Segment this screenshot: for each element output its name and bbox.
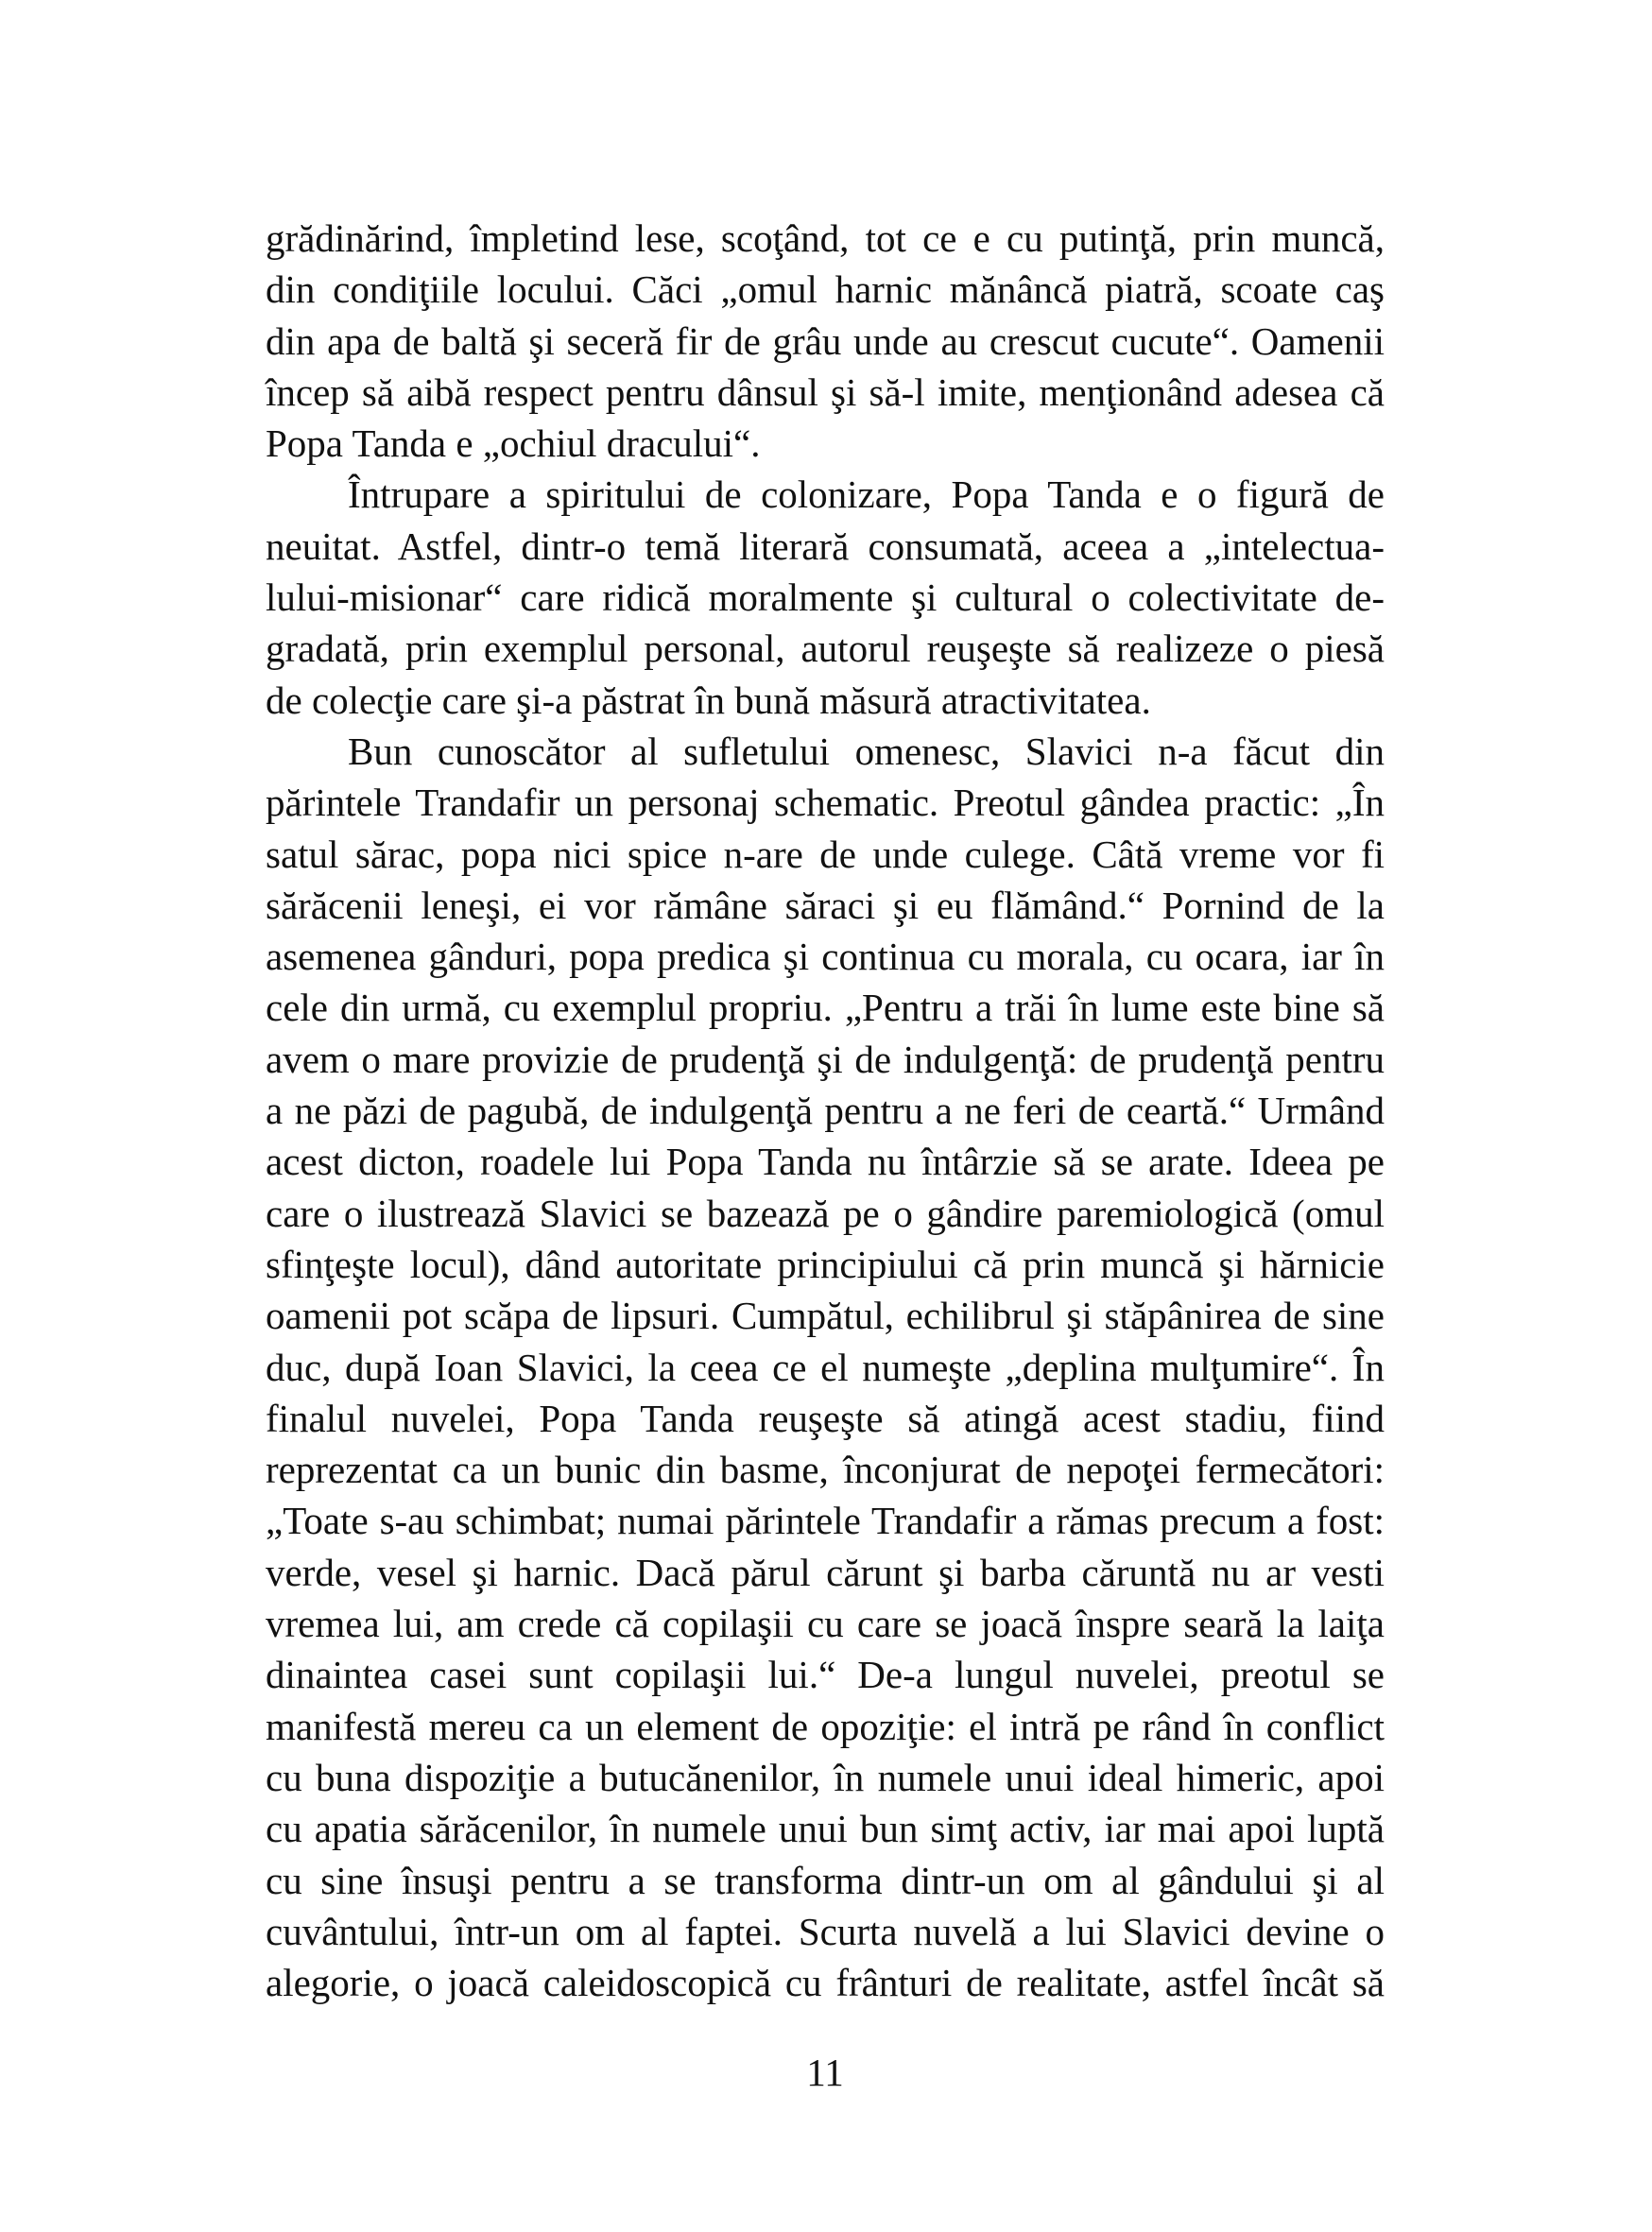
text-line [266,1136,1385,1187]
text-line-content: vremea lui, am crede că copilaşii cu care se joacă înspre seară la laiţa [266,1602,1385,1646]
text-line-content: cu apatia sărăcenilor, în numele unui bun simţ activ, iar mai apoi luptă [266,1807,1385,1851]
text-line [266,880,1385,931]
text-line [266,1342,1385,1393]
text-line [266,1239,1385,1290]
text-line-content: Întrupare a spiritului de colonizare, Popa Tanda e o figură de [348,472,1385,517]
text-line-content: neuitat. Astfel, dintr-o temă literară consumată, aceea a „intelectua- [266,524,1385,568]
text-line-content: sfinţeşte locul), dând autoritate principiului că prin muncă şi hărnicie [266,1242,1385,1286]
text-line-content: cuvântului, într-un om al faptei. Scurta nuvelă a lui Slavici devine o [266,1909,1385,1953]
text-line [266,1034,1385,1085]
text-line-content: din condiţiile locului. Căci „omul harnic mănâncă piatră, scoate caş [266,267,1385,312]
text-line-content: asemenea gânduri, popa predica şi continua cu morala, cu ocara, iar în [266,935,1385,979]
text-line-content: avem o mare provizie de prudenţă şi de indulgenţă: de prudenţă pentru [266,1037,1385,1081]
text-line [266,572,1385,623]
text-line-content: „Toate s-au schimbat; numai părintele Trandafir a rămas precum a fost: [266,1499,1385,1543]
text-line [266,367,1385,418]
text-line-content: finalul nuvelei, Popa Tanda reuşeşte să atingă acest stadiu, fiind [266,1396,1385,1440]
text-line [266,316,1385,367]
text-line [266,1393,1385,1444]
text-line [266,1598,1385,1649]
text-line-content: încep să aibă respect pentru dânsul şi să-l imite, menţionând adesea că [266,369,1385,414]
text-line [266,1752,1385,1803]
text-line-content: din apa de baltă şi seceră fir de grâu unde au crescut cucute“. Oamenii [266,318,1385,363]
text-line [266,1444,1385,1495]
text-line [266,1803,1385,1854]
text-line-content: cu buna dispoziţie a butucănenilor, în numele unui ideal himeric, apoi [266,1755,1385,1799]
text-line-content: acest dicton, roadele lui Popa Tanda nu întârzie să se arate. Ideea pe [266,1140,1385,1184]
text-line [266,982,1385,1033]
text-line [266,213,1385,264]
text-line [266,1701,1385,1752]
text-line [266,418,1385,469]
text-line-content: cu sine însuşi pentru a se transforma dintr-un om al gândului şi al [266,1858,1385,1902]
text-line-content: care o ilustrează Slavici se bazează pe o gândire paremiologică (omul [266,1191,1385,1235]
text-line [266,1495,1385,1546]
text-line-content: cele din urmă, cu exemplul propriu. „Pentru a trăi în lume este bine să [266,986,1385,1030]
text-line [266,623,1385,674]
text-line [266,521,1385,572]
text-line [266,675,1385,726]
text-line [266,1188,1385,1239]
text-line-content: dinaintea casei sunt copilaşii lui.“ De-a lungul nuvelei, preotul se [266,1653,1385,1697]
text-line-content: gradată, prin exemplul personal, autorul reuşeşte să realizeze o piesă [266,627,1385,671]
page-number: 11 [806,2051,844,2094]
text-line [266,1290,1385,1341]
text-line-content: Bun cunoscător al sufletului omenesc, Slavici n-a făcut din [348,729,1385,773]
text-line [266,1649,1385,1700]
body-text [266,213,1385,2008]
text-line [266,829,1385,880]
text-line [266,1855,1385,1906]
text-line-content: alegorie, o joacă caleidoscopică cu frânturi de realitate, astfel încât să [266,1961,1385,2005]
text-line-content: de colecţie care şi-a păstrat în bună măsură atractivitatea. [266,678,1151,722]
text-line [266,931,1385,982]
text-line-content: părintele Trandafir un personaj schematic. Preotul gândea practic: „În [266,781,1385,825]
text-line-content: manifestă mereu ca un element de opoziţie: el intră pe rând în conflict [266,1704,1385,1748]
text-line-content: satul sărac, popa nici spice n-are de unde culege. Câtă vreme vor fi [266,832,1385,876]
text-line [266,1906,1385,1957]
text-line-content: oamenii pot scăpa de lipsuri. Cumpătul, echilibrul şi stăpânirea de sine [266,1294,1385,1338]
text-line-content: sărăcenii leneşi, ei vor rămâne săraci şi eu flămând.“ Pornind de la [266,883,1385,927]
text-line-content: a ne păzi de pagubă, de indulgenţă pentru a ne feri de ceartă.“ Urmând [266,1089,1385,1133]
text-line [266,469,1467,520]
text-line [266,1547,1385,1598]
text-line-content: duc, după Ioan Slavici, la ceea ce el numeşte „deplina mulţumire“. În [266,1345,1385,1389]
text-line [266,264,1385,315]
text-line-content: verde, vesel şi harnic. Dacă părul cărunt şi barba căruntă nu ar vesti [266,1550,1385,1594]
text-line-content: lului-misionar“ care ridică moralmente şi cultural o colectivitate de- [266,575,1385,620]
text-line-content: Popa Tanda e „ochiul dracului“. [266,421,761,466]
text-line [266,1957,1385,2008]
text-line [266,1085,1385,1136]
text-line [266,777,1385,828]
text-line-content: reprezentat ca un bunic din basme, înconjurat de nepoţei fermecători: [266,1448,1385,1492]
text-line [266,726,1467,777]
text-line-content: grădinărind, împletind lese, scoţând, tot ce e cu putinţă, prin muncă, [266,216,1385,260]
